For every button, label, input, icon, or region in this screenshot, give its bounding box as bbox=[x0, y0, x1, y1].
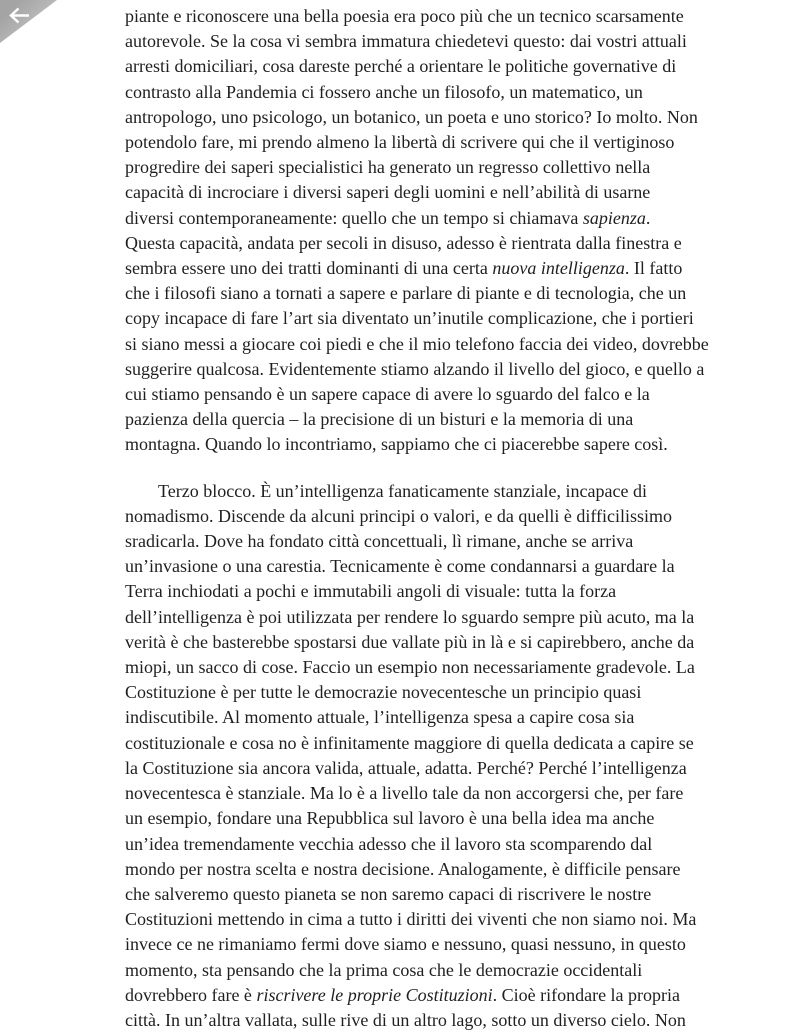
text-line: sembra essere uno dei tratti dominanti di una certa nuova intelligenza. Il fatto bbox=[125, 258, 683, 279]
text-line: montagna. Quando lo incontriamo, sappiamo che ci piacerebbe sapere così. bbox=[125, 434, 668, 455]
text-line: potendolo fare, mi prendo almeno la libertà di scrivere qui che il vertiginoso bbox=[125, 132, 675, 153]
text-line: autorevole. Se la cosa vi sembra immatura chiedetevi questo: dai vostri attuali bbox=[125, 31, 687, 52]
text-line: sradicarla. Dove ha fondato città concettuali, lì rimane, anche se arriva bbox=[125, 531, 634, 552]
text-line: Questa capacità, andata per secoli in disuso, adesso è rientrata dalla finestra e bbox=[125, 232, 682, 253]
text-line: indiscutibile. Al momento attuale, l’intelligenza spesa a capire cosa sia bbox=[125, 707, 635, 728]
text-line: novecentesca è stanziale. Ma lo è a livello tale da non accorgersi che, per fare bbox=[125, 783, 684, 804]
text-line: antropologo, uno psicologo, un botanico, un poeta e uno storico? Io molto. Non bbox=[125, 106, 698, 127]
text-line: Terra inchiodati a pochi e immutabili angoli di visuale: tutta la forza bbox=[125, 581, 617, 602]
text-line: città. In un’altra vallata, sulle rive di un altro lago, sotto un diverso cielo. Non bbox=[125, 1009, 686, 1030]
text-line: suggerire qualcosa. Evidentemente stiamo alzando il livello del gioco, e quello a bbox=[125, 358, 705, 379]
text-line: verità è che basterebbe spostarsi due vallate più in là e si capirebbero, anche da bbox=[125, 631, 695, 652]
text-line: Costituzione è per tutte le democrazie novecentesche un principio quasi bbox=[125, 682, 642, 703]
back-button[interactable] bbox=[0, 0, 57, 43]
text-line: che i filosofi siano a tornati a sapere e parlare di piante e di tecnologia, che un bbox=[125, 283, 687, 304]
text-line: un esempio, fondare una Repubblica sul lavoro è una bella idea ma anche bbox=[125, 808, 655, 829]
paragraph bbox=[125, 4, 709, 458]
text-line: diversi contemporaneamente: quello che un tempo si chiamava sapienza. bbox=[125, 207, 651, 228]
text-line: progredire dei saperi specialistici ha generato un regresso collettivo nella bbox=[125, 157, 651, 178]
text-line: momento, sta pensando che la prima cosa che le democrazie occidentali bbox=[125, 959, 643, 980]
paragraph bbox=[125, 479, 697, 1033]
text-line: dovrebbero fare è riscrivere le proprie Costituzioni. Cioè rifondare la propria bbox=[125, 984, 681, 1005]
text-line: Terzo blocco. È un’intelligenza fanaticamente stanziale, incapace di bbox=[158, 480, 647, 501]
text-line: un’idea tremendamente vecchia adesso che il lavoro sta scomparendo dal bbox=[125, 833, 653, 854]
text-line: un’invasione o una carestia. Tecnicamente è come condannarsi a guardare la bbox=[125, 556, 675, 577]
text-line: piante e riconoscere una bella poesia era poco più che un tecnico scarsamente bbox=[125, 6, 684, 26]
text-line: arresti domiciliari, cosa dareste perché a orientare le politiche governative di bbox=[125, 56, 677, 77]
text-line: contrasto alla Pandemia ci fossero anche un filosofo, un matematico, un bbox=[125, 81, 643, 102]
text-line: capacità di incrociare i diversi saperi degli uomini e nell’abilità di usarne bbox=[125, 182, 651, 203]
arrow-left-icon bbox=[6, 4, 33, 27]
text-line: Costituzioni mettendo in cima a tutto i diritti dei viventi che non siamo noi. Ma bbox=[125, 909, 697, 930]
text-line: che salveremo questo pianeta se non saremo capaci di riscrivere le nostre bbox=[125, 883, 652, 904]
text-line: mondo per nostra scelta e nostra decisione. Analogamente, è difficile pensare bbox=[125, 858, 681, 879]
text-line: si siano messi a giocare coi piedi e che il mio telefono faccia dei video, dovrebbe bbox=[125, 333, 709, 354]
text-line: invece ce ne rimaniamo fermi dove siamo e nessuno, quasi nessuno, in questo bbox=[125, 934, 686, 955]
text-line: cui stiamo pensando è un sapere capace di avere lo sguardo del falco e la bbox=[125, 384, 650, 405]
text-line: pazienza della quercia – la precisione di un bisturi e la memoria di una bbox=[125, 409, 634, 430]
text-line: nomadismo. Discende da alcuni principi o valori, e da quelli è difficilissimo bbox=[125, 505, 673, 526]
text-line: miopi, un sacco di cose. Faccio un esempio non necessariamente gradevole. La bbox=[125, 657, 695, 678]
text-line: dell’intelligenza è poi utilizzata per rendere lo sguardo sempre più acuto, ma la bbox=[125, 606, 695, 627]
text-line: costituzionale e cosa no è infinitamente maggiore di quella dedicata a capire se bbox=[125, 732, 694, 753]
text-line: copy incapace di fare l’art sia diventato un’inutile complicazione, che i portieri bbox=[125, 308, 694, 329]
reader-page[interactable] bbox=[125, 4, 709, 1033]
text-line: la Costituzione sia ancora valida, attuale, adatta. Perché? Perché l’intelligenza bbox=[125, 757, 687, 778]
